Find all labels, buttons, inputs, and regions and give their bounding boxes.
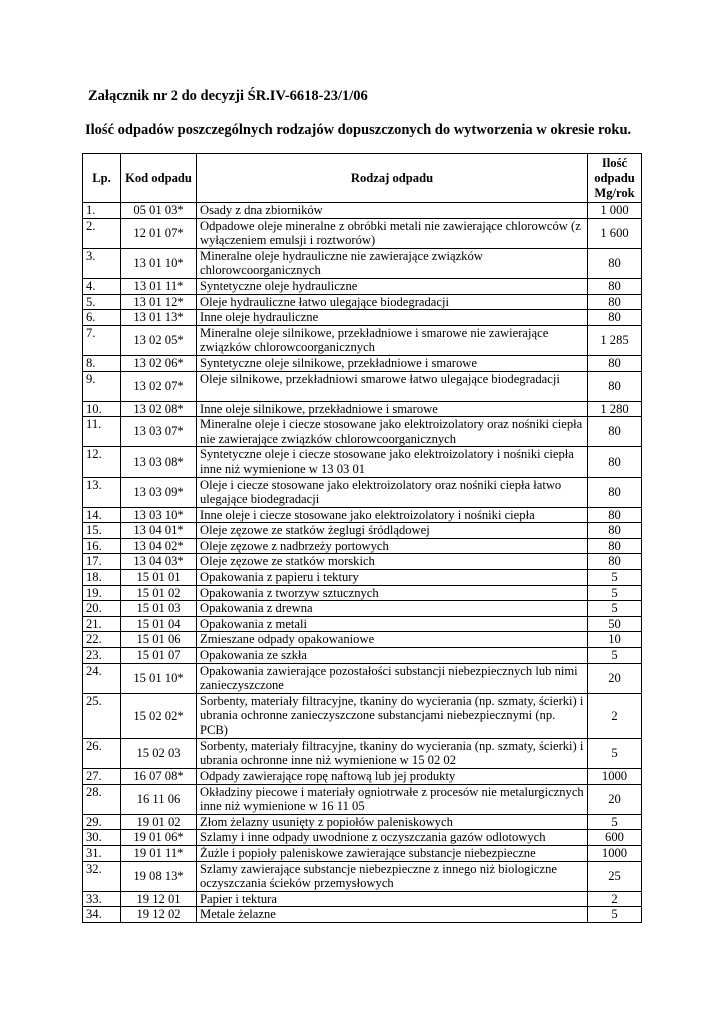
table-row — [83, 585, 642, 601]
table-cell-lp: 24. — [83, 663, 121, 693]
table-cell-rodzaj: Oleje hydrauliczne łatwo ulegające biodegradacji — [197, 294, 588, 310]
table-cell-rodzaj: Szlamy i inne odpady uwodnione z oczyszczania gazów odlotowych — [197, 830, 588, 846]
table-cell-rodzaj: Opakowania z tworzyw sztucznych — [197, 585, 588, 601]
table-cell-lp: 11. — [83, 417, 121, 447]
table-row — [83, 784, 642, 814]
table-cell-lp: 16. — [83, 538, 121, 554]
table-cell-lp: 30. — [83, 830, 121, 846]
table-cell-rodzaj: Inne oleje silnikowe, przekładniowe i smarowe — [197, 401, 588, 417]
table-row — [83, 355, 642, 371]
table-row — [83, 648, 642, 664]
header-lp: Lp. — [83, 154, 121, 203]
table-cell-lp: 17. — [83, 554, 121, 570]
table-cell-ilosc: 80 — [588, 554, 642, 570]
table-row — [83, 371, 642, 401]
table-row — [83, 278, 642, 294]
table-cell-lp: 13. — [83, 477, 121, 507]
table-cell-lp: 27. — [83, 769, 121, 785]
table-cell-ilosc: 50 — [588, 616, 642, 632]
table-row — [83, 554, 642, 570]
table-cell-rodzaj: Oleje i ciecze stosowane jako elektroizolatory oraz nośniki ciepła łatwo ulegające biodegradacji — [197, 477, 588, 507]
table-cell-rodzaj: Inne oleje hydrauliczne — [197, 310, 588, 326]
table-cell-ilosc: 5 — [588, 601, 642, 617]
table-cell-rodzaj: Syntetyczne oleje silnikowe, przekładniowe i smarowe — [197, 355, 588, 371]
table-cell-ilosc: 20 — [588, 784, 642, 814]
table-cell-lp: 2. — [83, 218, 121, 248]
table-cell-ilosc: 80 — [588, 355, 642, 371]
table-row — [83, 248, 642, 278]
table-cell-ilosc: 2 — [588, 891, 642, 907]
table-cell-lp: 34. — [83, 907, 121, 923]
table-cell-kod: 13 04 01* — [121, 523, 197, 539]
table-cell-ilosc: 80 — [588, 417, 642, 447]
table-cell-rodzaj: Syntetyczne oleje hydrauliczne — [197, 278, 588, 294]
table-cell-lp: 7. — [83, 325, 121, 355]
table-cell-kod: 13 01 12* — [121, 294, 197, 310]
table-cell-kod: 15 02 03 — [121, 738, 197, 768]
table-row — [83, 401, 642, 417]
table-cell-kod: 19 12 02 — [121, 907, 197, 923]
table-cell-kod: 15 01 06 — [121, 632, 197, 648]
table-cell-kod: 15 01 07 — [121, 648, 197, 664]
table-cell-kod: 19 08 13* — [121, 861, 197, 891]
table-cell-lp: 4. — [83, 278, 121, 294]
table-cell-ilosc: 5 — [588, 907, 642, 923]
table-cell-kod: 19 01 02 — [121, 814, 197, 830]
table-cell-rodzaj: Sorbenty, materiały filtracyjne, tkaniny do wycierania (np. szmaty, ścierki) i ubrania ochronne inne niż wymienione w 15 02 02 — [197, 738, 588, 768]
table-cell-ilosc: 1 000 — [588, 203, 642, 219]
table-header-row — [83, 154, 642, 203]
table-cell-rodzaj: Oleje zęzowe ze statków morskich — [197, 554, 588, 570]
table-cell-ilosc: 25 — [588, 861, 642, 891]
table-cell-ilosc: 80 — [588, 278, 642, 294]
table-cell-ilosc: 80 — [588, 294, 642, 310]
table-cell-kod: 19 01 11* — [121, 845, 197, 861]
table-cell-rodzaj: Odpady zawierające ropę naftową lub jej produkty — [197, 769, 588, 785]
table-cell-ilosc: 2 — [588, 693, 642, 738]
table-cell-rodzaj: Mineralne oleje hydrauliczne nie zawierające związków chlorowcoorganicznych — [197, 248, 588, 278]
table-cell-kod: 16 11 06 — [121, 784, 197, 814]
table-cell-rodzaj: Opakowania z drewna — [197, 601, 588, 617]
table-cell-rodzaj: Syntetyczne oleje i ciecze stosowane jako elektroizolatory i nośniki ciepła inne niż wymienione w 13 03 01 — [197, 447, 588, 477]
table-row — [83, 310, 642, 326]
table-cell-rodzaj: Opakowania ze szkła — [197, 648, 588, 664]
table-cell-ilosc: 80 — [588, 477, 642, 507]
table-cell-ilosc: 80 — [588, 248, 642, 278]
table-cell-rodzaj: Mineralne oleje silnikowe, przekładniowe i smarowe nie zawierające związków chlorowcoorganicznych — [197, 325, 588, 355]
table-cell-ilosc: 5 — [588, 814, 642, 830]
table-cell-kod: 13 02 06* — [121, 355, 197, 371]
table-row — [83, 507, 642, 523]
table-cell-lp: 18. — [83, 570, 121, 586]
table-cell-kod: 13 03 10* — [121, 507, 197, 523]
table-row — [83, 538, 642, 554]
table-cell-ilosc: 5 — [588, 738, 642, 768]
header-rodzaj: Rodzaj odpadu — [197, 154, 588, 203]
table-cell-kod: 15 01 02 — [121, 585, 197, 601]
table-cell-lp: 15. — [83, 523, 121, 539]
table-cell-lp: 14. — [83, 507, 121, 523]
header-ilosc: Ilość odpadu Mg/rok — [588, 154, 642, 203]
table-cell-ilosc: 80 — [588, 538, 642, 554]
table-cell-ilosc: 5 — [588, 570, 642, 586]
document-title: Załącznik nr 2 do decyzji ŚR.IV-6618-23/1/06 — [88, 88, 368, 104]
table-cell-ilosc: 600 — [588, 830, 642, 846]
table-cell-lp: 25. — [83, 693, 121, 738]
table-cell-rodzaj: Sorbenty, materiały filtracyjne, tkaniny do wycierania (np. szmaty, ścierki) i ubrania ochronne zanieczyszczone substancjami niebezpiecznymi (np. PCB) — [197, 693, 588, 738]
table-row — [83, 616, 642, 632]
table-cell-kod: 13 01 11* — [121, 278, 197, 294]
table-row — [83, 417, 642, 447]
table-row — [83, 601, 642, 617]
table-cell-kod: 19 01 06* — [121, 830, 197, 846]
table-cell-kod: 12 01 07* — [121, 218, 197, 248]
table-cell-rodzaj: Oleje zęzowe z nadbrzeży portowych — [197, 538, 588, 554]
table-cell-kod: 15 01 04 — [121, 616, 197, 632]
table-cell-kod: 15 01 10* — [121, 663, 197, 693]
table-cell-lp: 6. — [83, 310, 121, 326]
table-cell-rodzaj: Odpadowe oleje mineralne z obróbki metali nie zawierające chlorowców (z wyłączeniem emulsji i roztworów) — [197, 218, 588, 248]
table-row — [83, 769, 642, 785]
table-row — [83, 203, 642, 219]
table-cell-lp: 22. — [83, 632, 121, 648]
table-cell-lp: 5. — [83, 294, 121, 310]
table-cell-kod: 13 04 03* — [121, 554, 197, 570]
table-cell-kod: 13 04 02* — [121, 538, 197, 554]
table-cell-rodzaj: Metale żelazne — [197, 907, 588, 923]
table-cell-ilosc: 80 — [588, 310, 642, 326]
table-cell-ilosc: 10 — [588, 632, 642, 648]
table-cell-ilosc: 1 600 — [588, 218, 642, 248]
table-cell-lp: 21. — [83, 616, 121, 632]
table-row — [83, 447, 642, 477]
table-cell-kod: 16 07 08* — [121, 769, 197, 785]
table-cell-rodzaj: Okładziny piecowe i materiały ogniotrwałe z procesów nie metalurgicznych inne niż wymienione w 16 11 05 — [197, 784, 588, 814]
table-cell-ilosc: 80 — [588, 507, 642, 523]
table-cell-kod: 13 03 09* — [121, 477, 197, 507]
waste-table — [82, 153, 642, 923]
table-cell-rodzaj: Szlamy zawierające substancje niebezpieczne z innego niż biologiczne oczyszczania ścieków przemysłowych — [197, 861, 588, 891]
table-row — [83, 907, 642, 923]
table-cell-lp: 9. — [83, 371, 121, 401]
table-cell-kod: 13 03 08* — [121, 447, 197, 477]
table-row — [83, 845, 642, 861]
header-kod: Kod odpadu — [121, 154, 197, 203]
table-row — [83, 738, 642, 768]
table-cell-ilosc: 1 285 — [588, 325, 642, 355]
table-cell-lp: 33. — [83, 891, 121, 907]
table-row — [83, 477, 642, 507]
table-cell-lp: 8. — [83, 355, 121, 371]
table-cell-kod: 05 01 03* — [121, 203, 197, 219]
table-cell-ilosc: 1 280 — [588, 401, 642, 417]
table-row — [83, 570, 642, 586]
table-cell-lp: 26. — [83, 738, 121, 768]
table-row — [83, 663, 642, 693]
table-row — [83, 693, 642, 738]
table-cell-ilosc: 80 — [588, 371, 642, 401]
table-cell-lp: 29. — [83, 814, 121, 830]
table-cell-ilosc: 5 — [588, 585, 642, 601]
table-cell-kod: 13 03 07* — [121, 417, 197, 447]
table-cell-rodzaj: Papier i tektura — [197, 891, 588, 907]
table-cell-lp: 23. — [83, 648, 121, 664]
table-cell-lp: 20. — [83, 601, 121, 617]
table-cell-ilosc: 20 — [588, 663, 642, 693]
table-cell-ilosc: 1000 — [588, 769, 642, 785]
table-row — [83, 523, 642, 539]
table-cell-ilosc: 80 — [588, 447, 642, 477]
table-cell-rodzaj: Opakowania z metali — [197, 616, 588, 632]
table-cell-ilosc: 5 — [588, 648, 642, 664]
table-cell-kod: 13 02 08* — [121, 401, 197, 417]
table-cell-rodzaj: Opakowania z papieru i tektury — [197, 570, 588, 586]
table-cell-kod: 13 01 10* — [121, 248, 197, 278]
table-cell-rodzaj: Zmieszane odpady opakowaniowe — [197, 632, 588, 648]
table-cell-rodzaj: Żużle i popioły paleniskowe zawierające substancje niebezpieczne — [197, 845, 588, 861]
table-cell-kod: 13 02 07* — [121, 371, 197, 401]
table-cell-lp: 3. — [83, 248, 121, 278]
table-cell-lp: 28. — [83, 784, 121, 814]
table-cell-kod: 15 02 02* — [121, 693, 197, 738]
table-cell-ilosc: 1000 — [588, 845, 642, 861]
table-row — [83, 294, 642, 310]
table-row — [83, 814, 642, 830]
table-cell-rodzaj: Oleje zęzowe ze statków żeglugi śródlądowej — [197, 523, 588, 539]
table-cell-lp: 1. — [83, 203, 121, 219]
table-body — [83, 203, 642, 923]
table-cell-lp: 19. — [83, 585, 121, 601]
table-cell-lp: 10. — [83, 401, 121, 417]
table-cell-rodzaj: Złom żelazny usunięty z popiołów paleniskowych — [197, 814, 588, 830]
table-cell-rodzaj: Opakowania zawierające pozostałości substancji niebezpiecznych lub nimi zanieczyszczone — [197, 663, 588, 693]
table-row — [83, 861, 642, 891]
table-row — [83, 325, 642, 355]
document-subtitle: Ilość odpadów poszczególnych rodzajów dopuszczonych do wytworzenia w okresie roku. — [85, 122, 632, 138]
table-cell-kod: 19 12 01 — [121, 891, 197, 907]
table-row — [83, 830, 642, 846]
table-row — [83, 891, 642, 907]
table-cell-lp: 32. — [83, 861, 121, 891]
table-row — [83, 632, 642, 648]
table-cell-rodzaj: Inne oleje i ciecze stosowane jako elektroizolatory i nośniki ciepła — [197, 507, 588, 523]
table-cell-kod: 13 01 13* — [121, 310, 197, 326]
table-cell-lp: 12. — [83, 447, 121, 477]
table-cell-kod: 13 02 05* — [121, 325, 197, 355]
table-cell-lp: 31. — [83, 845, 121, 861]
table-cell-kod: 15 01 01 — [121, 570, 197, 586]
table-cell-kod: 15 01 03 — [121, 601, 197, 617]
table-row — [83, 218, 642, 248]
table-cell-ilosc: 80 — [588, 523, 642, 539]
table-cell-rodzaj: Oleje silnikowe, przekładniowi smarowe łatwo ulegające biodegradacji — [197, 371, 588, 401]
table-cell-rodzaj: Osady z dna zbiorników — [197, 203, 588, 219]
table-cell-rodzaj: Mineralne oleje i ciecze stosowane jako elektroizolatory oraz nośniki ciepła nie zawierające związków chlorowcoorganicznych — [197, 417, 588, 447]
